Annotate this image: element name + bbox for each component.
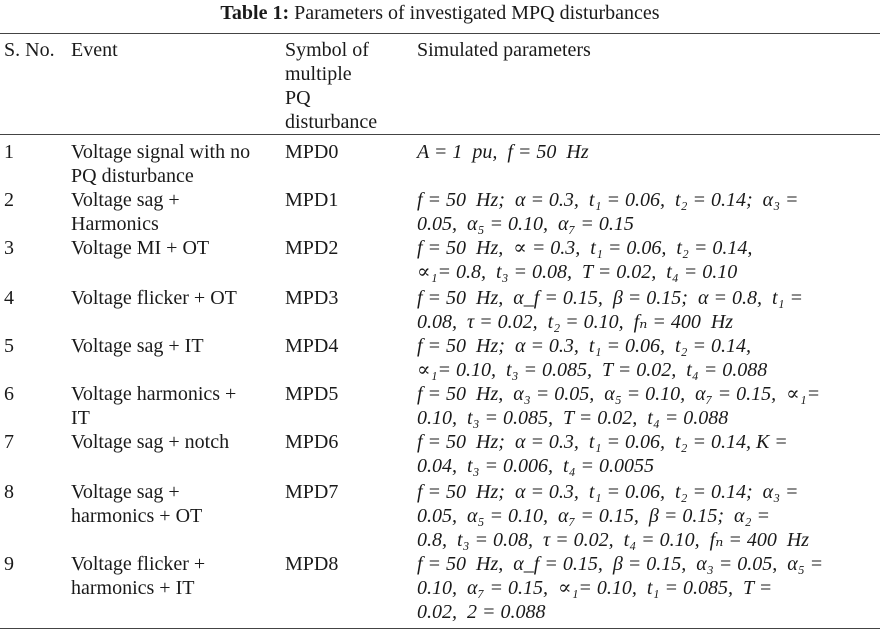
row-1-sno: 1	[4, 141, 14, 163]
row-7-event: Voltage sag + notch	[71, 431, 230, 453]
row-7-symbol: MPD6	[285, 431, 339, 453]
bottom-rule	[0, 628, 880, 629]
row-1-symbol: MPD0	[285, 141, 339, 163]
row-4-event: Voltage flicker + OT	[71, 287, 237, 309]
row-5-params: ∝₁= 0.10, t₃ = 0.085, T = 0.02, t₄ = 0.088	[417, 359, 768, 381]
header-symbol-line: disturbance	[285, 111, 378, 133]
row-8-params: f = 50 Hz; α = 0.3, t₁ = 0.06, t₂ = 0.14; α₃ =	[417, 481, 799, 503]
row-9-params: f = 50 Hz, α_f = 0.15, β = 0.15, α₃ = 0.05, α₅ =	[417, 553, 824, 575]
table-caption-label: Table 1:	[220, 2, 290, 24]
row-7-sno: 7	[4, 431, 14, 453]
row-5-symbol: MPD4	[285, 335, 339, 357]
header-rule	[0, 134, 880, 135]
row-6-symbol: MPD5	[285, 383, 339, 405]
row-4-sno: 4	[4, 287, 14, 309]
row-8-event: harmonics + OT	[71, 505, 203, 527]
row-9-params: 0.02, 2 = 0.088	[417, 601, 546, 623]
row-2-params: 0.05, α₅ = 0.10, α₇ = 0.15	[417, 213, 634, 235]
row-7-params: 0.04, t₃ = 0.006, t₄ = 0.0055	[417, 455, 655, 477]
header-symbol-line: multiple	[285, 63, 352, 85]
row-1-params: A = 1 pu, f = 50 Hz	[417, 141, 589, 163]
top-rule	[0, 33, 880, 34]
header-sno: S. No.	[4, 39, 55, 61]
row-2-params: f = 50 Hz; α = 0.3, t₁ = 0.06, t₂ = 0.14; α₃ =	[417, 189, 799, 211]
row-6-event: IT	[71, 407, 90, 429]
row-9-params: 0.10, α₇ = 0.15, ∝₁= 0.10, t₁ = 0.085, T =	[417, 577, 773, 599]
header-symbol-line: PQ	[285, 87, 311, 109]
row-9-symbol: MPD8	[285, 553, 339, 575]
row-5-params: f = 50 Hz; α = 0.3, t₁ = 0.06, t₂ = 0.14,	[417, 335, 751, 357]
row-8-params: 0.8, t₃ = 0.08, τ = 0.02, t₄ = 0.10, fₙ = 400 Hz	[417, 529, 810, 551]
row-3-params: f = 50 Hz, ∝ = 0.3, t₁ = 0.06, t₂ = 0.14,	[417, 237, 753, 259]
row-1-event: Voltage signal with no	[71, 141, 251, 163]
row-2-event: Voltage sag +	[71, 189, 180, 211]
row-2-sno: 2	[4, 189, 14, 211]
row-8-event: Voltage sag +	[71, 481, 180, 503]
row-3-params: ∝₁= 0.8, t₃ = 0.08, T = 0.02, t₄ = 0.10	[417, 261, 738, 283]
header-event: Event	[71, 39, 118, 61]
row-6-params: f = 50 Hz, α₃ = 0.05, α₅ = 0.10, α₇ = 0.15, ∝₁=	[417, 383, 821, 405]
row-2-symbol: MPD1	[285, 189, 339, 211]
row-8-symbol: MPD7	[285, 481, 339, 503]
row-6-sno: 6	[4, 383, 14, 405]
row-6-event: Voltage harmonics +	[71, 383, 237, 405]
row-3-event: Voltage MI + OT	[71, 237, 210, 259]
row-3-sno: 3	[4, 237, 14, 259]
table-caption-text: Parameters of investigated MPQ disturbances	[294, 2, 660, 24]
row-8-params: 0.05, α₅ = 0.10, α₇ = 0.15, β = 0.15; α₂ =	[417, 505, 770, 527]
header-symbol-line: Symbol of	[285, 39, 369, 61]
row-7-params: f = 50 Hz; α = 0.3, t₁ = 0.06, t₂ = 0.14, K =	[417, 431, 788, 453]
row-9-event: Voltage flicker +	[71, 553, 206, 575]
row-4-params: 0.08, τ = 0.02, t₂ = 0.10, fₙ = 400 Hz	[417, 311, 734, 333]
row-2-event: Harmonics	[71, 213, 159, 235]
header-params: Simulated parameters	[417, 39, 591, 61]
row-5-sno: 5	[4, 335, 14, 357]
row-4-symbol: MPD3	[285, 287, 339, 309]
row-5-event: Voltage sag + IT	[71, 335, 204, 357]
row-6-params: 0.10, t₃ = 0.085, T = 0.02, t₄ = 0.088	[417, 407, 729, 429]
row-8-sno: 8	[4, 481, 14, 503]
row-1-event: PQ disturbance	[71, 165, 194, 187]
row-4-params: f = 50 Hz, α_f = 0.15, β = 0.15; α = 0.8, t₁ =	[417, 287, 803, 309]
row-9-sno: 9	[4, 553, 14, 575]
table-caption	[0, 2, 880, 24]
row-9-event: harmonics + IT	[71, 577, 195, 599]
row-3-symbol: MPD2	[285, 237, 339, 259]
